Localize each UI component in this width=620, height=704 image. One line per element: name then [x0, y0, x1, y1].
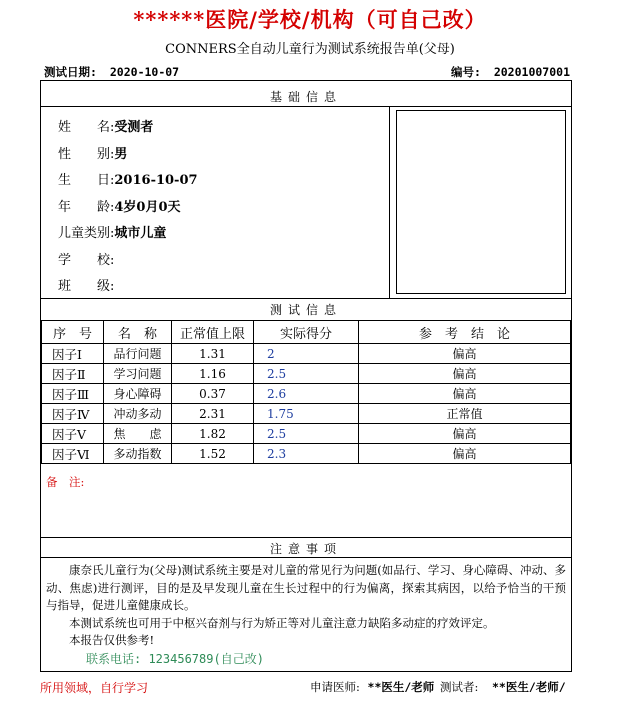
notice-paragraph: 康奈氏儿童行为(父母)测试系统主要是对儿童的常见行为问题(如品行、学习、身心障碍、冲动、多动、焦虑)进行测评，目的是及早发现儿童在生长过程中的行为偏离，探索其病因，以给予恰当的干预与指导，促进儿童健康成长。 — [46, 563, 566, 612]
score-cell: 2.5 — [254, 364, 359, 384]
basic-info-heading: 基础信息 — [269, 90, 342, 104]
table-row — [42, 344, 571, 364]
table-row — [42, 364, 571, 384]
divider — [41, 298, 571, 299]
field-label: 年 龄: — [58, 199, 115, 215]
result-cell: 偏高 — [359, 344, 571, 364]
field-label: 学 校: — [58, 252, 115, 268]
upper-limit-cell: 1.16 — [172, 364, 254, 384]
column-header: 名 称 — [104, 321, 172, 344]
divider — [41, 557, 571, 558]
photo-box — [396, 110, 566, 294]
factor-name-cell: 学习问题 — [104, 364, 172, 384]
notice-paragraph: 本测试系统也可用于中枢兴奋剂与行为矫正等对儿童注意力缺陷多动症的疗效评定。 — [69, 615, 495, 630]
hospital-title: ******医院/学校/机构（可自己改） — [133, 7, 487, 32]
field-school — [58, 249, 198, 276]
report-number-label: 编号: — [450, 65, 481, 79]
column-header: 序 号 — [42, 321, 104, 344]
field-label: 生 日: — [58, 173, 115, 188]
upper-limit-cell: 0.37 — [172, 384, 254, 404]
field-label: 班 级: — [58, 279, 115, 294]
table-row — [42, 444, 571, 464]
factor-cell: 因子Ⅴ — [42, 424, 104, 444]
test-date-value: 2020-10-07 — [109, 65, 180, 79]
factor-cell: 因子Ⅳ — [42, 404, 104, 424]
score-cell: 2.5 — [254, 424, 359, 444]
field-age — [58, 196, 198, 223]
result-cell: 偏高 — [359, 364, 571, 384]
table-row — [42, 384, 571, 404]
factor-cell: 因子Ⅲ — [42, 384, 104, 404]
reviewer-value: **医生/老师/ — [492, 680, 566, 694]
reviewer-label: 测试者: — [439, 680, 479, 694]
field-label: 儿童类别: — [58, 226, 115, 241]
test-info-heading: 测试信息 — [269, 303, 342, 317]
notice-text — [46, 562, 566, 650]
factor-name-cell: 冲动多动 — [104, 404, 172, 424]
upper-limit-cell: 1.31 — [172, 344, 254, 364]
upper-limit-cell: 2.31 — [172, 404, 254, 424]
factor-name-cell: 品行问题 — [104, 344, 172, 364]
score-cell: 2.6 — [254, 384, 359, 404]
factor-name-cell: 身心障碍 — [104, 384, 172, 404]
score-cell: 1.75 — [254, 404, 359, 424]
field-gender — [58, 143, 198, 170]
column-header: 正常值上限 — [172, 321, 254, 344]
result-cell: 偏高 — [359, 424, 571, 444]
footer-note: 所用领域，自行学习 — [40, 681, 149, 695]
upper-limit-cell: 1.52 — [172, 444, 254, 464]
signature-line — [310, 679, 566, 695]
doctor-label: 申请医师: — [310, 680, 360, 694]
score-table — [41, 320, 571, 464]
factor-cell: 因子Ⅵ — [42, 444, 104, 464]
result-cell: 偏高 — [359, 384, 571, 404]
factor-name-cell: 多动指数 — [104, 444, 172, 464]
divider — [389, 106, 390, 298]
table-row — [42, 404, 571, 424]
factor-name-cell: 焦 虑 — [104, 424, 172, 444]
field-value: 受测者 — [114, 120, 154, 135]
doctor-value: **医生/老师 — [367, 680, 435, 694]
field-value: 4岁0月0天 — [114, 199, 181, 215]
column-header: 参 考 结 论 — [359, 321, 571, 344]
field-value: 2016-10-07 — [114, 173, 198, 188]
upper-limit-cell: 1.82 — [172, 424, 254, 444]
test-date — [44, 64, 179, 80]
notice-paragraph: 本报告仅供参考! — [69, 633, 155, 647]
result-cell: 正常值 — [359, 404, 571, 424]
divider — [41, 106, 571, 107]
factor-cell: 因子Ⅰ — [42, 344, 104, 364]
field-label: 性 别: — [58, 146, 115, 162]
remark-label: 备 注: — [46, 475, 85, 489]
column-header: 实际得分 — [254, 321, 359, 344]
report-subtitle: CONNERS全自动儿童行为测试系统报告单(父母) — [165, 42, 455, 57]
field-value: 男 — [114, 146, 128, 162]
table-row — [42, 424, 571, 444]
score-cell: 2.3 — [254, 444, 359, 464]
field-name — [58, 116, 198, 143]
field-value: 城市儿童 — [114, 226, 167, 241]
result-cell: 偏高 — [359, 444, 571, 464]
contact-phone: 联系电话: 123456789(自己改) — [86, 652, 264, 666]
field-label: 姓 名: — [58, 120, 115, 135]
field-category — [58, 222, 198, 249]
factor-cell: 因子Ⅱ — [42, 364, 104, 384]
divider — [41, 537, 571, 538]
report-number — [451, 64, 570, 80]
notice-heading: 注意事项 — [269, 542, 342, 556]
score-cell: 2 — [254, 344, 359, 364]
report-number-value: 20201007001 — [493, 65, 570, 79]
basic-info-fields — [58, 116, 198, 302]
table-header-row — [42, 321, 571, 344]
field-birthday — [58, 169, 198, 196]
test-date-label: 测试日期: — [44, 65, 97, 79]
